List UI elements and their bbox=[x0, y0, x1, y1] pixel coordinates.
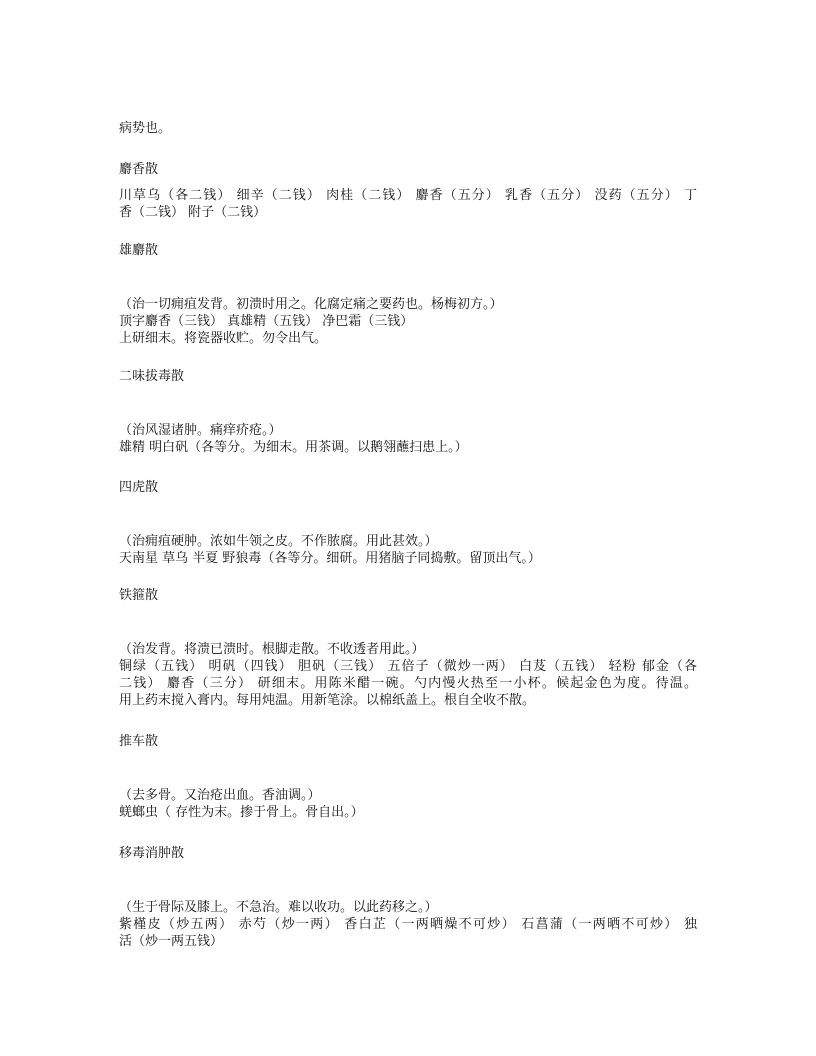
body-line: 用上药末搅入膏内。每用炖温。用新笔涂。以棉纸盖上。根自全收不散。 bbox=[119, 693, 536, 708]
body-line: 川草乌（各二钱） 细辛（二钱） 肉桂（二钱） 麝香（五分） 乳香（五分） 没药（五分） 丁 bbox=[119, 188, 697, 203]
section-body bbox=[119, 533, 697, 567]
section-title: 移毒消肿散 bbox=[119, 846, 185, 861]
body-line: （治发背。将溃已溃时。根脚走散。不收透者用此。） bbox=[119, 642, 425, 657]
section-title: 铁箍散 bbox=[119, 588, 159, 603]
body-line: （生于骨际及膝上。不急治。难以收功。以此药移之。） bbox=[119, 900, 438, 915]
body-line: 雄精 明白矾（各等分。为细末。用茶调。以鹅翎蘸扫患上。） bbox=[119, 440, 468, 455]
section-title: 麝香散 bbox=[119, 162, 159, 177]
body-line: 香（二钱） 附子（二钱） bbox=[119, 205, 267, 220]
section-title: 雄麝散 bbox=[119, 243, 159, 258]
body-line: 天南星 草乌 半夏 野狼毒（各等分。细研。用猪脑子同捣敷。留顶出气。） bbox=[119, 551, 541, 566]
body-line: 铜绿（五钱） 明矾（四钱） 胆矾（三钱） 五倍子（微炒一两） 白芨（五钱） 轻粉 郁金（各 bbox=[119, 659, 697, 674]
body-line: 紫槿皮（炒五两） 赤芍（炒一两） 香白芷（一两晒燥不可炒） 石菖蒲（一两晒不可炒） 独 bbox=[119, 917, 697, 932]
body-line: （治痈疽硬肿。浓如牛领之皮。不作脓腐。用此甚效。） bbox=[119, 534, 438, 549]
body-line: 上研细末。将瓷器收贮。勿令出气。 bbox=[119, 331, 328, 346]
intro-text: 病势也。 bbox=[119, 121, 172, 136]
body-line: 顶字麝香（三钱） 真雄精（五钱） 净巴霜（三钱） bbox=[119, 314, 414, 329]
body-line: 蜣螂虫（ 存性为末。掺于骨上。骨自出。） bbox=[119, 805, 364, 820]
body-line: 活（炒一两五钱） bbox=[119, 934, 224, 949]
body-line: （治风湿诸肿。痛痒疥疮。） bbox=[119, 423, 282, 438]
section-body bbox=[119, 422, 697, 456]
body-line: （去多骨。又治疮出血。香油调。） bbox=[119, 788, 321, 803]
section-body bbox=[119, 187, 697, 221]
section-body bbox=[119, 296, 697, 347]
body-line: 二钱） 麝香（三分） 研细末。用陈米醋一碗。勺内慢火热至一小杯。候起金色为度。待温。 bbox=[119, 676, 697, 691]
section-body bbox=[119, 641, 697, 709]
section-body bbox=[119, 899, 697, 950]
section-body bbox=[119, 787, 697, 821]
section-title: 四虎散 bbox=[119, 480, 159, 495]
section-title: 推车散 bbox=[119, 734, 159, 749]
section-title: 二味拔毒散 bbox=[119, 369, 185, 384]
body-line: （治一切痈疽发背。初溃时用之。化腐定痛之要药也。杨梅初方。） bbox=[119, 297, 503, 312]
